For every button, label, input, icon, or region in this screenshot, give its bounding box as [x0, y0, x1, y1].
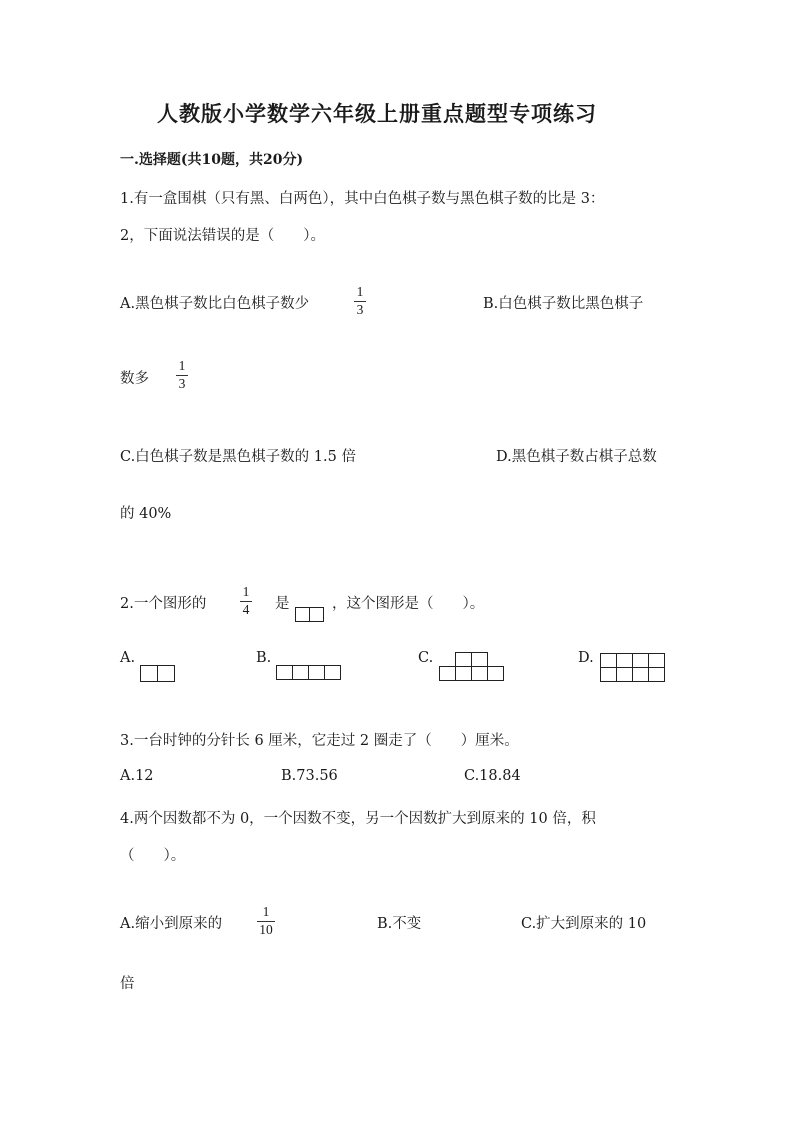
fraction-denominator: 3	[178, 376, 186, 391]
page-title: 人教版小学数学六年级上册重点题型专项练习	[157, 101, 597, 126]
q2-option-a: A.	[120, 650, 136, 666]
q2-option-b-figure	[277, 665, 341, 680]
q3-option-c: C.18.84	[464, 768, 521, 784]
q1-option-a-fraction	[354, 285, 366, 317]
q2-option-d: D.	[578, 650, 594, 666]
q2-option-a-figure	[141, 665, 175, 682]
fraction-numerator: 1	[262, 904, 270, 919]
q4-option-a-fraction	[257, 905, 275, 937]
fraction-numerator: 1	[356, 284, 364, 299]
fraction-denominator: 10	[259, 922, 273, 937]
q3-option-b: B.73.56	[281, 768, 338, 784]
q4-option-c: C.扩大到原来的 10	[521, 916, 647, 932]
fraction-numerator: 1	[242, 584, 250, 599]
q1-option-b-fraction	[176, 359, 188, 391]
q4-line2: （ ）。	[120, 848, 186, 864]
q2-option-c: C.	[418, 650, 434, 666]
q4-option-c-continued: 倍	[120, 976, 135, 992]
q2-suffix: ，这个图形是（ ）。	[332, 596, 485, 612]
fraction-numerator: 1	[178, 358, 186, 373]
q2-fraction	[240, 585, 252, 617]
q2-prefix: 2.一个图形的	[120, 596, 207, 612]
q1-option-a: A.黑色棋子数比白色棋子数少	[120, 296, 310, 312]
q1-line2: 2，下面说法错误的是（ ）。	[120, 228, 325, 244]
q1-option-c: C.白色棋子数是黑色棋子数的 1.5 倍	[120, 449, 356, 465]
q2-option-c-figure	[440, 652, 504, 681]
q4-option-a: A.缩小到原来的	[120, 916, 223, 932]
fraction-denominator: 4	[242, 602, 250, 617]
fraction-denominator: 3	[356, 302, 364, 317]
q1-option-b: B.白色棋子数比黑色棋子	[483, 296, 644, 312]
q4-option-b: B.不变	[377, 916, 422, 932]
q1-option-d: D.黑色棋子数占棋子总数	[496, 449, 657, 465]
q1-line1: 1.有一盒围棋（只有黑、白两色），其中白色棋子数与黑色棋子数的比是 3：	[120, 191, 605, 207]
q2-option-b: B.	[256, 650, 272, 666]
section-heading: 一.选择题(共10题，共20分)	[120, 152, 304, 168]
q3-option-a: A.12	[120, 768, 154, 784]
q4-line1: 4.两个因数都不为 0，一个因数不变，另一个因数扩大到原来的 10 倍，积	[120, 811, 596, 827]
q1-option-b-continued: 数多	[120, 371, 149, 387]
q3-text: 3.一台时钟的分针长 6 厘米，它走过 2 圈走了（ ）厘米。	[120, 733, 519, 749]
q2-mid: 是	[275, 596, 290, 612]
q1-option-d-continued: 的 40%	[120, 506, 172, 522]
q2-part-figure	[296, 607, 324, 622]
q2-option-d-figure	[601, 653, 665, 682]
